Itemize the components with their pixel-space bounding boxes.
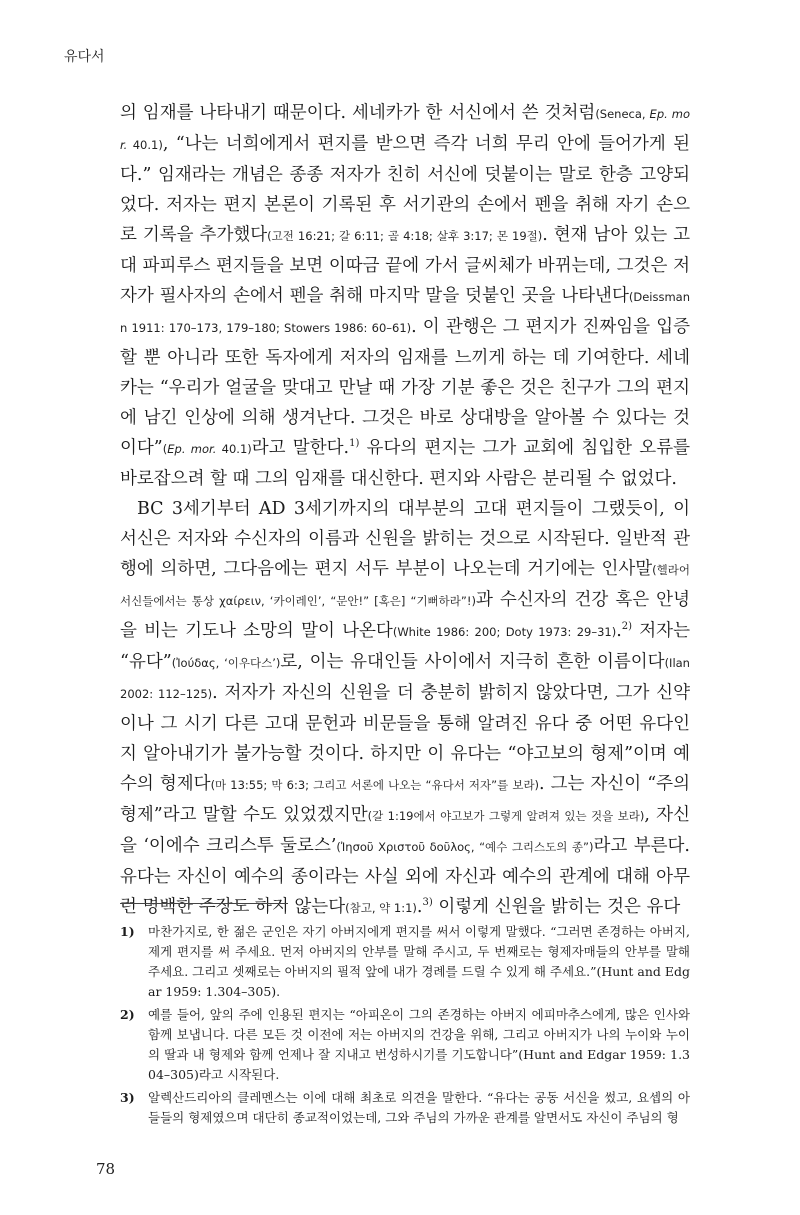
footnote-ref: 3) xyxy=(422,897,433,909)
citation-italic: Ep. mor. xyxy=(167,442,217,456)
footnote-rule xyxy=(120,903,288,904)
footnote-text: 알렉산드리아의 클레멘스는 이에 대해 최초로 의견을 말한다. “유다는 공동 서신을 썼고, 요셉의 아들들의 형제였으며 대단히 종교적이었는데, 그와 주님의 가까운 관계를 알면서도 자신이 주님의 형 xyxy=(148,1090,690,1125)
text-run: 로, 이는 유대인들 사이에서 지극히 흔한 이름이다 xyxy=(280,652,665,672)
citation: (헬라어 서신들에서는 통상 χαίρειν, ‘카이레인’, “문안!” [혹은] “기뻐하라”!) xyxy=(120,563,690,608)
text-run: . xyxy=(416,897,423,917)
citation: 40.1) xyxy=(127,138,163,152)
citation: (고전 16:21; 갈 6:11; 골 4:18; 살후 3:17; 몬 19절) xyxy=(267,229,543,243)
citation: (Ilan 2002: 112–125) xyxy=(120,656,690,701)
citation: ( xyxy=(162,442,168,456)
text-run: 라고 부른다. 유다는 자신이 예수의 종이라는 사실 외에 자신과 예수의 관계에 대해 아무런 명백한 주장도 하지 않는다 xyxy=(120,836,690,917)
citation: (갈 1:19에서 야고보가 그렇게 알려져 있는 것을 보라) xyxy=(367,809,645,823)
footnote xyxy=(120,922,690,1002)
footnote-ref: 2) xyxy=(621,621,633,633)
footnote-number: 1) xyxy=(120,924,135,939)
text-run: . 그는 자신이 “주의 형제”라고 말할 수도 있었겠지만 xyxy=(120,774,690,825)
text-run: 유다의 편지는 그가 교회에 침입한 오류를 바로잡으려 할 때 그의 임재를 대신한다. 편지와 사람은 분리될 수 없었다. xyxy=(120,438,690,489)
paragraph-2 xyxy=(120,494,690,923)
citation: (Seneca, xyxy=(595,107,650,121)
citation: (Ἰησοῦ Χριστοῦ δοῦλος, “예수 그리스도의 종”) xyxy=(336,840,594,854)
citation-italic: Ep. mor. xyxy=(120,107,690,152)
text-run: 저자는 “유다” xyxy=(120,621,690,672)
running-head: 유다서 xyxy=(64,49,105,65)
citation: 40.1) xyxy=(216,442,252,456)
page-number: 78 xyxy=(96,1160,116,1178)
body-text xyxy=(120,98,690,923)
footnote-ref: 1) xyxy=(349,438,360,450)
text-run: 과 수신자의 건강 혹은 안녕을 비는 기도나 소망의 말이 나온다 xyxy=(120,590,690,641)
text-run: . 이 관행은 그 편지가 진짜임을 입증할 뿐 아니라 또한 독자에게 저자의 임재를 느끼게 하는 데 기여한다. 세네카는 “우리가 얼굴을 맞대고 만날 때 가장 기분 좋은 것은 친구가 그의 편지에 남긴 인상에 의해 생겨난다. 그것은 바로 상대방을 알아볼 수 있다는 것이다” xyxy=(120,317,690,458)
text-run: . 현재 남아 있는 고대 파피루스 편지들을 보면 이따금 끝에 가서 글씨체가 바뀌는데, 그것은 저자가 필사자의 손에서 펜을 취해 마지막 말을 덧붙인 곳을 나타낸다 xyxy=(120,225,690,306)
text-run: BC 3세기부터 AD 3세기까지의 대부분의 고대 편지들이 그랬듯이, 이 서신은 저자와 수신자의 이름과 신원을 밝히는 것으로 시작된다. 일반적 관행에 의하면, 그다음에는 편지 서두 부분이 나오는데 거기에는 인사말 xyxy=(120,499,690,579)
footnote xyxy=(120,1005,690,1085)
footnote-text: 예를 들어, 앞의 주에 인용된 편지는 “아피온이 그의 존경하는 아버지 에피마추스에게, 많은 인사와 함께 보냅니다. 다른 모든 것 이전에 저는 아버지의 건강을 위해, 그리고 아버지가 나의 누이와 누이의 딸과 내 형제와 함께 언제나 잘 지내고 번성하시기를 기도합니다”(Hunt and Edgar 1959: 1.304–305)라고 시작된다. xyxy=(148,1007,690,1082)
text-run: , “나는 너희에게서 편지를 받으면 즉각 너희 무리 안에 들어가게 된다.” 임재라는 개념은 종종 저자가 친히 서신에 덧붙이는 말로 한층 고양되었다. 저자는 편지 본론이 기록된 후 서기관의 손에서 펜을 취해 자기 손으로 기록을 추가했다 xyxy=(120,134,690,245)
citation: (마 13:55; 막 6:3; 그리고 서론에 나오는 “유다서 저자”를 보라) xyxy=(210,778,540,792)
text-run: 의 임재를 나타내기 때문이다. 세네카가 한 서신에서 쓴 것처럼 xyxy=(120,103,596,123)
text-run: . xyxy=(616,621,622,641)
citation: (참고, 약 1:1) xyxy=(345,901,417,915)
text-run: , 자신을 ‘이에수 크리스투 둘로스’ xyxy=(120,805,690,856)
footnote xyxy=(120,1088,690,1128)
citation: (White 1986: 200; Doty 1973: 29–31) xyxy=(392,625,617,639)
footnote-number: 3) xyxy=(120,1090,135,1105)
text-run: 이렇게 신원을 밝히는 것은 유다 xyxy=(432,897,681,917)
text-run: 라고 말한다. xyxy=(251,438,350,458)
citation: (Deissmann 1911: 170–173, 179–180; Stowers 1986: 60–61) xyxy=(120,290,690,335)
footnotes xyxy=(120,922,690,1131)
footnote-text: 마찬가지로, 한 젊은 군인은 자기 아버지에게 편지를 써서 이렇게 말했다. “그러면 존경하는 아버지, 제게 편지를 써 주세요. 먼저 아버지의 안부를 말해 주시고, 두 번째로는 형제자매들의 안부를 말해 주세요. 그리고 셋째로는 아버지의 필적 앞에 내가 경례를 드릴 수 있게 해 주세요.”(Hunt and Edgar 1959: 1.304–305). xyxy=(148,924,690,999)
paragraph-1 xyxy=(120,98,690,494)
footnote-number: 2) xyxy=(120,1007,135,1022)
text-run: . 저자가 자신의 신원을 더 충분히 밝히지 않았다면, 그가 신약이나 그 시기 다른 고대 문헌과 비문들을 통해 알려진 유다 중 어떤 유다인지 알아내기가 불가능할 것이다. 하지만 이 유다는 “야고보의 형제”이며 예수의 형제다 xyxy=(120,683,690,794)
citation: (Ἰούδας, ‘이우다스’) xyxy=(171,656,281,670)
